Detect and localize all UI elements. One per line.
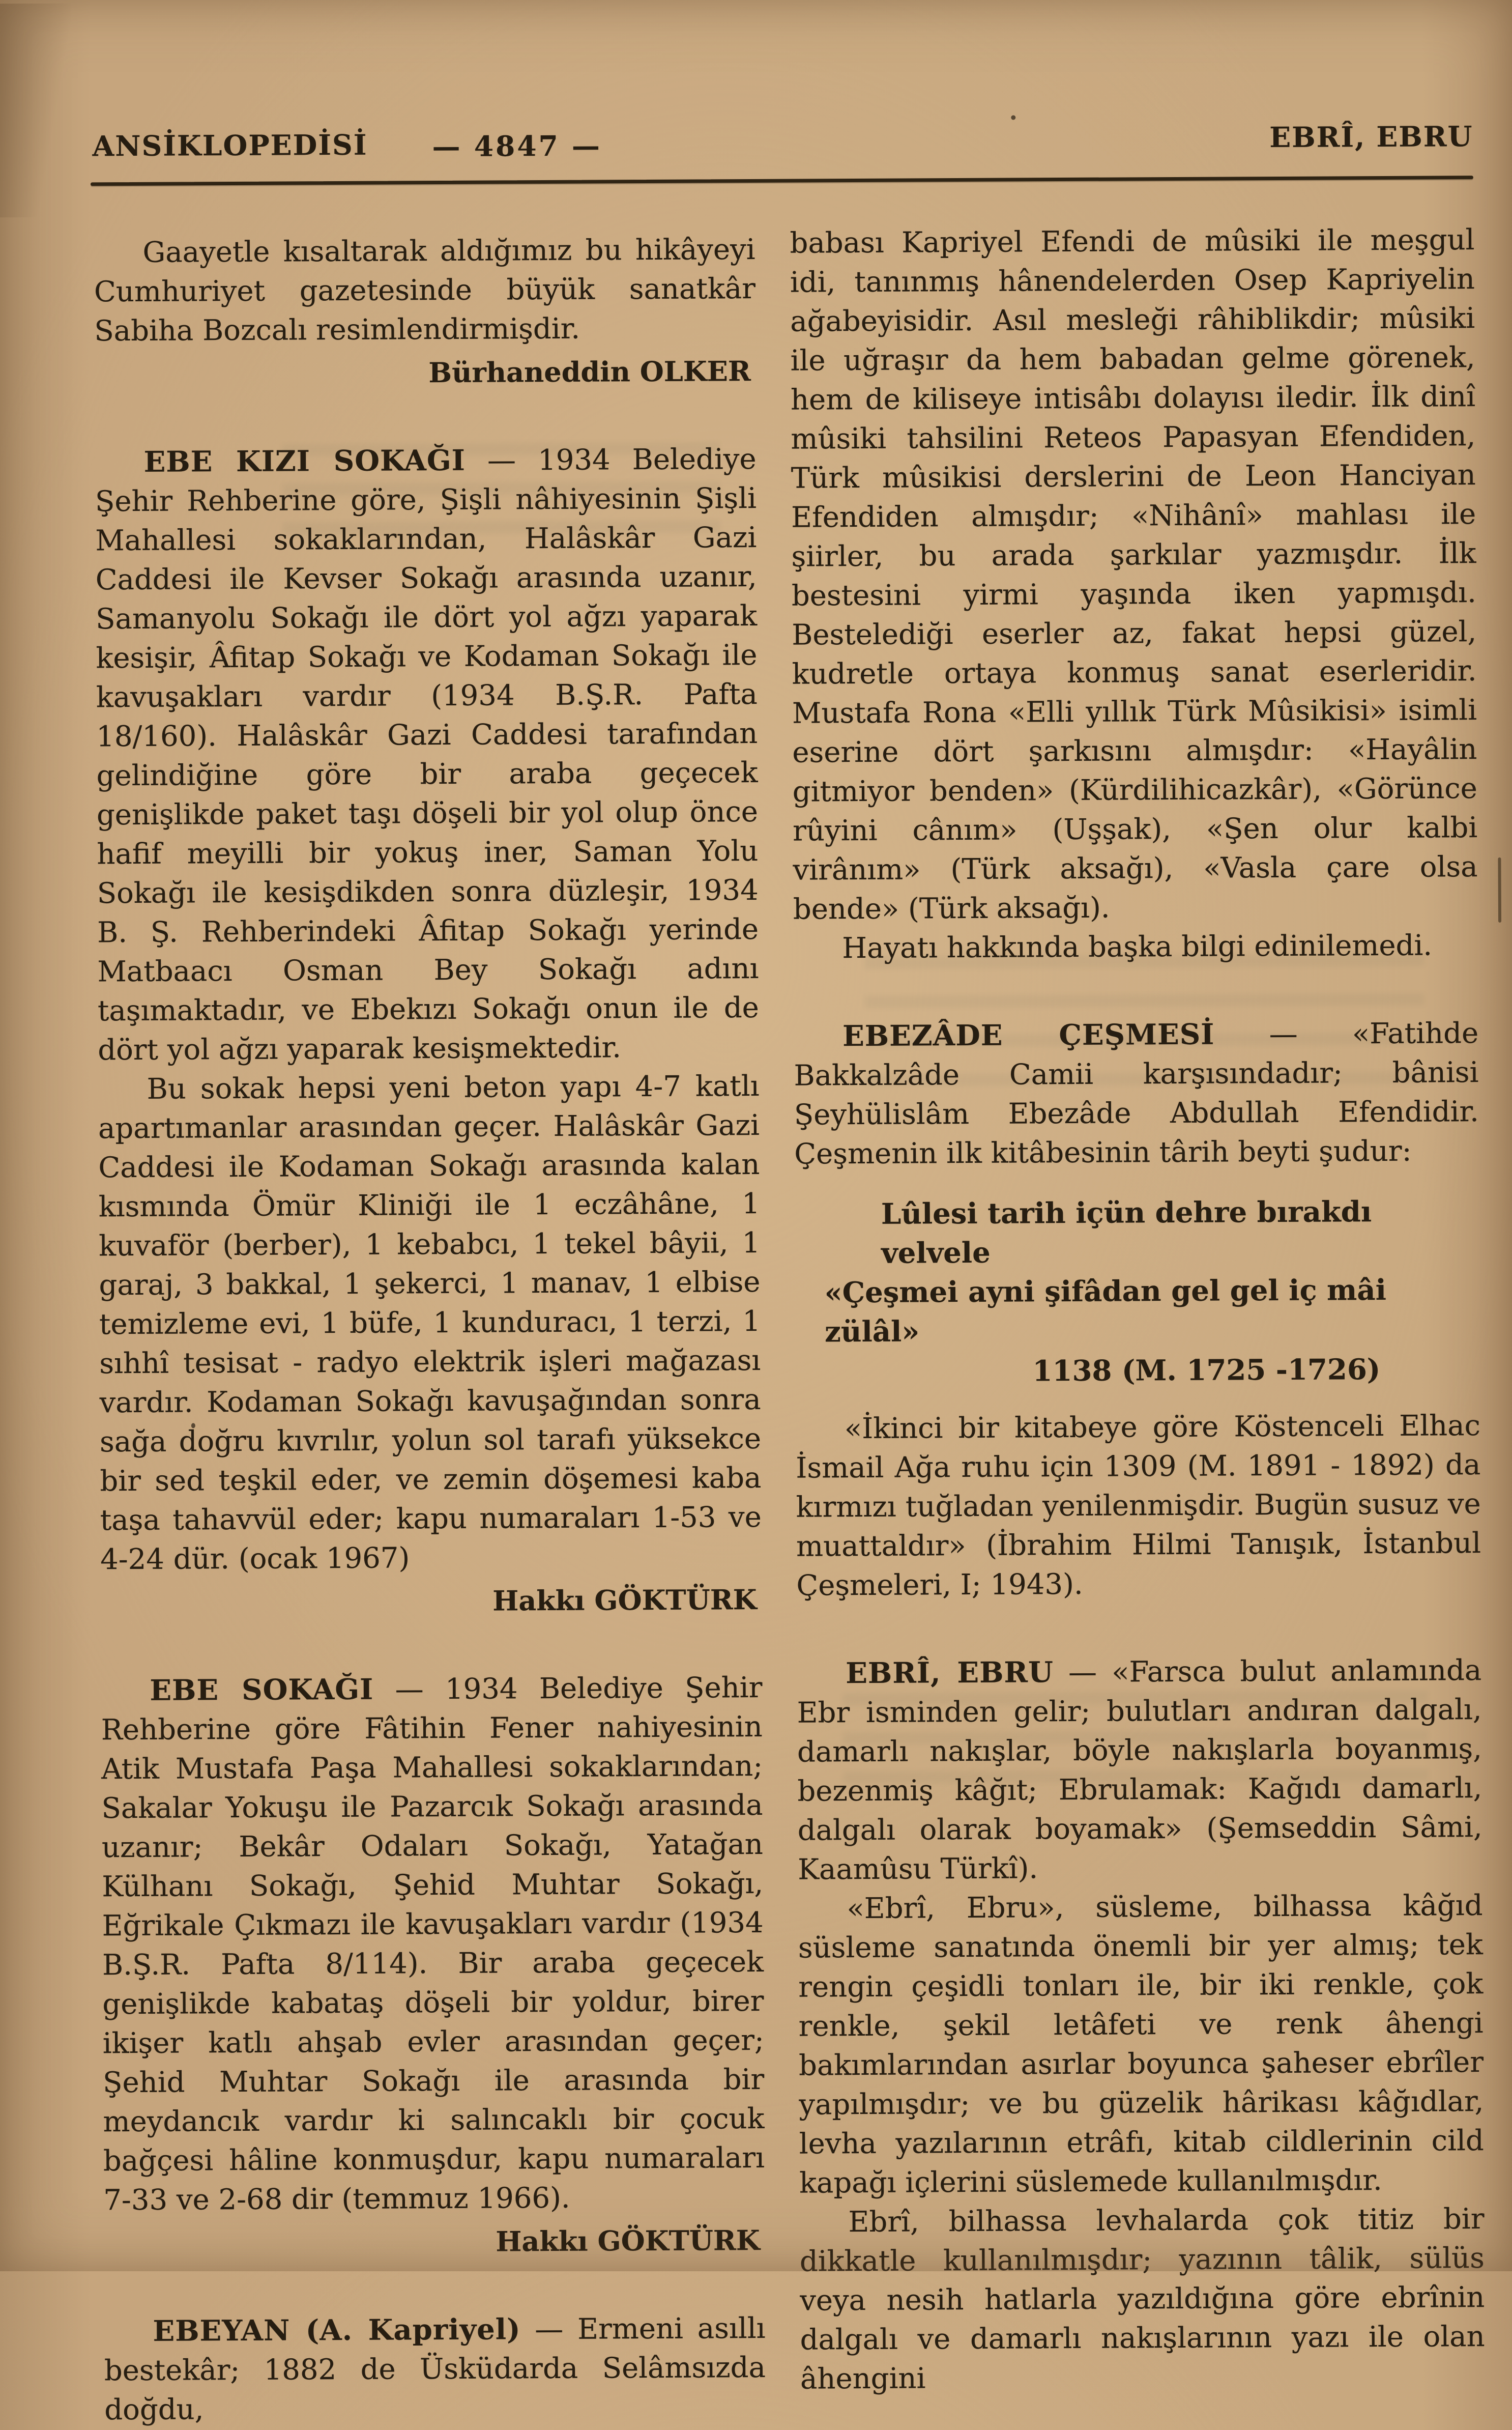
entry-paragraph: EBEZÂDE ÇEŞMESİ — «Fatihde Bakkalzâde Camii karşısındadır; bânisi Şeyhülislâm Ebezâde Abdullah Efendidir. Çeşmenin ilk kitâbesinin târih beyti şudur: [794, 1017, 1479, 1171]
paragraph-text: Ermeni asıllı bestekâr; 1882 de Üsküdarda Selâmsızda doğdu, [104, 2311, 766, 2427]
page-header [92, 120, 1474, 170]
entry-term: EBRÎ, EBRU [846, 1655, 1054, 1691]
verse-line: «Çeşmei ayni şifâdan gel gel iç mâi zülâl» [824, 1273, 1387, 1349]
paragraph-text: babası Kapriyel Efendi de mûsiki ile meşgul idi, tanınmış hânendelerden Osep Kapriyelin ağabeyisidir. Asıl mesleği râhiblikdir; mûsiki ile uğraşır da hem babadan gelme görenek, hem de kiliseye intisâbı dolayısı iledir. İlk dinî mûsiki tahsilini Reteos Papasyan Efendiden, Türk mûsikisi derslerini de Leon Hanciyan Efendiden almışdır; «Nihânî» mahlası ile şiirler, bu arada şarkılar yazmışdır. İlk bestesini yirmi yaşında iken yapmışdı. Bestelediği eserler az, fakat hepsi güzel, kudretle ortaya konmuş sanat eserleridir. Mustafa Rona «Elli yıllık Türk Mûsikisi» isimli eserine dört şarkısını almışdır: «Hayâlin gitmiyor benden» (Kürdilihicazkâr), «Görünce rûyini cânım» (Uşşak), «Şen olur kalbi virânım» (Türk aksağı), «Vasla çare olsa bende» (Türk aksağı). [790, 223, 1478, 926]
paragraph-text: «Ebrî, Ebru», süsleme, bilhassa kâğıd süsleme sanatında önemli bir yer almış; tek rengin çeşidli tonları ile, bir iki renkle, çok renkle, şekil letâfeti ve renk âhengi bakımlarından asırlar boyunca şaheser ebrîler yapılmışdır; ve bu güzelik hârikası kâğıdlar, levha yazılarının etrâfı, kitab cildlerinin cild kapağı içlerini süslemede kullanılmışdır. [798, 1889, 1484, 2200]
paragraph-text: Hayatı hakkında başka bilgi edinilemedi. [842, 929, 1433, 965]
entry-term: EBE SOKAĞI [150, 1672, 374, 1707]
verse-date: 1138 (M. 1725 -1726) [1032, 1353, 1381, 1388]
signature: Bürhaneddin OLKER [428, 355, 751, 389]
entry-paragraph: EBE SOKAĞI — 1934 Belediye Şehir Rehberine göre Fâtihin Fener nahiyesinin Atik Mustafa Paşa Mahallesi sokaklarından; Sakalar Yokuşu ile Pazarcık Sokağı arasında uzanır; Bekâr Odaları Sokağı, Yatağan Külhanı Sokağı, Şehid Muhtar Sokağı, Eğrikale Çıkmazı ile kavuşakları vardır (1934 B.Ş.R. Pafta 8/114). Bir araba geçecek genişlikde kabataş döşeli bir yoldur, birer ikişer katlı ahşab evler arasından geçer; Şehid Muhtar Sokağı ile arasında bir meydancık vardır ki salıncaklı bir çocuk bağçesi hâline konmuşdur, kapu numaraları 7-33 ve 2-68 dir (temmuz 1966). [101, 1671, 765, 2217]
paragraph-text: Ebrî, bilhassa levhalarda çok titiz bir dikkatle kullanılmışdır; yazının tâlik, sülüs veya nesih hatlarla yazıldığına göre ebrînin dalgalı ve damarlı nakışlarının yazı ile olan âhengini [799, 2203, 1485, 2396]
paragraph-text: Bu sokak hepsi yeni beton yapı 4-7 katlı apartımanlar arasından geçer. Halâskâr Gazi Caddesi ile Kodaman Sokağı arasında kalan kısmında Ömür Kliniği ile 1 eczâhâne, 1 kuvaför (berber), 1 kebabcı, 1 tekel bâyii, 1 garaj, 3 bakkal, 1 şekerci, 1 manav, 1 elbise temizleme evi, 1 büfe, 1 kunduracı, 1 terzi, 1 sıhhî tesisat - radyo elektrik işleri mağazası vardır. Kodaman Sokağı kavuşağından sonra sağa doğru kıvrılır, yolun sol tarafı yüksekce bir sed teşkil eder, ve zemin döşemesi kaba taşa tahavvül eder; kapu numaraları 1-53 ve 4-24 dür. (ocak 1967) [98, 1069, 762, 1577]
left-column [94, 230, 766, 2429]
chronogram-verse [795, 1192, 1480, 1392]
paragraph-text: 1934 Belediye Şehir Rehberine göre, Şişli nâhiyesinin Şişli Mahallesi sokaklarından, Halâskâr Gazi Caddesi ile Kevser Sokağı arasında uzanır, Samanyolu Sokağı ile dört yol ağzı yaparak kesişir, Âfitap Sokağı ve Kodaman Sokağı ile kavuşakları vardır (1934 B.Ş.R. Pafta 18/160). Halâskâr Gazi Caddesi tarafından gelindiğine göre bir araba geçecek genişlikde paket taşı döşeli bir yol olup önce hafif meyilli bir yokuş iner, Saman Yolu Sokağı ile kesişdikden sonra düzleşir, 1934 B. Ş. Rehberindeki Âfitap Sokağı yerinde Matbaacı Osman Bey Sokağı adını taşımaktadır, ve Ebekızı Sokağı onun ile de dört yol ağzı yaparak kesişmektedir. [95, 442, 760, 1067]
paragraph-text: «İkinci bir kitabeye göre Köstenceli Elhac İsmail Ağa ruhu için 1309 (M. 1891 - 1892) da kırmızı tuğladan yenilenmişdir. Bugün susuz ve muattaldır» (İbrahim Hilmi Tanışık, İstanbul Çeşmeleri, I; 1943). [796, 1409, 1481, 1603]
entry-paragraph: EBE KIZI SOKAĞI — 1934 Belediye Şehir Rehberine göre, Şişli nâhiyesinin Şişli Mahallesi sokaklarından, Halâskâr Gazi Caddesi ile Kevser Sokağı arasında uzanır, Samanyolu Sokağı ile dört yol ağzı yaparak kesişir, Âfitap Sokağı ve Kodaman Sokağı ile kavuşakları vardır (1934 B.Ş.R. Pafta 18/160). Halâskâr Gazi Caddesi tarafından gelindiğine göre bir araba geçecek genişlikde paket taşı döşeli bir yol olup önce hafif meyilli bir yokuş iner, Saman Yolu Sokağı ile kesişdikden sonra düzleşir, 1934 B. Ş. Rehberindeki Âfitap Sokağı yerinde Matbaacı Osman Bey Sokağı adını taşımaktadır, ve Ebekızı Sokağı onun ile de dört yol ağzı yaparak kesişmektedir. [95, 442, 760, 1067]
entry-paragraph: EBRÎ, EBRU — «Farsca bulut anlamında Ebr isminden gelir; bulutları andıran dalgalı, damarlı nakışlar, böyle nakışlarla boyanmış, bezenmiş kâğıt; Ebrulamak: Kağıdı damarlı, dalgalı olarak boyamak» (Şemseddin Sâmi, Kaamûsu Türkî). [797, 1654, 1482, 1886]
paragraph-text: Gaayetle kısaltarak aldığımız bu hikâyeyi Cumhuriyet gazetesinde büyük sanatkâr Sabiha Bozcalı resimlendirmişdir. [94, 233, 756, 348]
scan-edge-artifact [1498, 857, 1501, 923]
right-column [790, 220, 1485, 2399]
entry-term: EBE KIZI SOKAĞI [143, 443, 466, 479]
paragraph-text: 1934 Belediye Şehir Rehberine göre Fâtihin Fener nahiyesinin Atik Mustafa Paşa Mahallesi sokaklarından; Sakalar Yokuşu ile Pazarcık Sokağı arasında uzanır; Bekâr Odaları Sokağı, Yatağan Külhanı Sokağı, Şehid Muhtar Sokağı, Eğrikale Çıkmazı ile kavuşakları vardır (1934 B.Ş.R. Pafta 8/114). Bir araba geçecek genişlikde kabataş döşeli bir yoldur, birer ikişer katlı ahşab evler arasından geçer; Şehid Muhtar Sokağı ile arasında bir meydancık vardır ki salıncaklı bir çocuk bağçesi hâline konmuşdur, kapu numaraları 7-33 ve 2-68 dir (temmuz 1966). [101, 1671, 765, 2217]
paragraph [799, 2199, 1485, 2399]
paragraph [793, 926, 1478, 968]
signature: Hakkı GÖKTÜRK [492, 1583, 757, 1617]
paragraph [798, 1886, 1484, 2203]
paragraph [796, 1406, 1481, 1606]
header-rule [91, 176, 1473, 186]
signature: Hakkı GÖKTÜRK [496, 2223, 760, 2258]
entry-paragraph: EBEYAN (A. Kapriyel) — Ermeni asıllı bestekâr; 1882 de Üsküdarda Selâmsızda doğdu, [104, 2311, 766, 2427]
journal-title: ANSİKLOPEDİSİ [92, 128, 368, 163]
verse-line: Lûlesi tarih içün dehre bırakdı velvele [881, 1195, 1372, 1270]
entry-term: EBEZÂDE ÇEŞMESİ [842, 1017, 1215, 1053]
page-number: — 4847 — [432, 129, 602, 163]
paragraph-text: «Farsca bulut anlamında Ebr isminden gelir; bulutları andıran dalgalı, damarlı nakışlar, böyle nakışlarla boyanmış, bezenmiş kâğıt; Ebrulamak: Kağıdı damarlı, dalgalı olarak boyamak» (Şemseddin Sâmi, Kaamûsu Türkî). [797, 1654, 1482, 1886]
paragraph-text: «Fatihde Bakkalzâde Camii karşısındadır; bânisi Şeyhülislâm Ebezâde Abdullah Efendidir. Çeşmenin ilk kitâbesinin târih beyti şudur: [794, 1017, 1479, 1171]
paragraph [94, 230, 755, 351]
entry-term: EBEYAN (A. Kapriyel) [153, 2312, 521, 2348]
paper-speck [1011, 115, 1015, 120]
running-head: EBRÎ, EBRU [1269, 120, 1473, 154]
paragraph [98, 1067, 762, 1579]
scan-edge-shadow [0, 4, 72, 218]
paragraph [790, 220, 1478, 929]
